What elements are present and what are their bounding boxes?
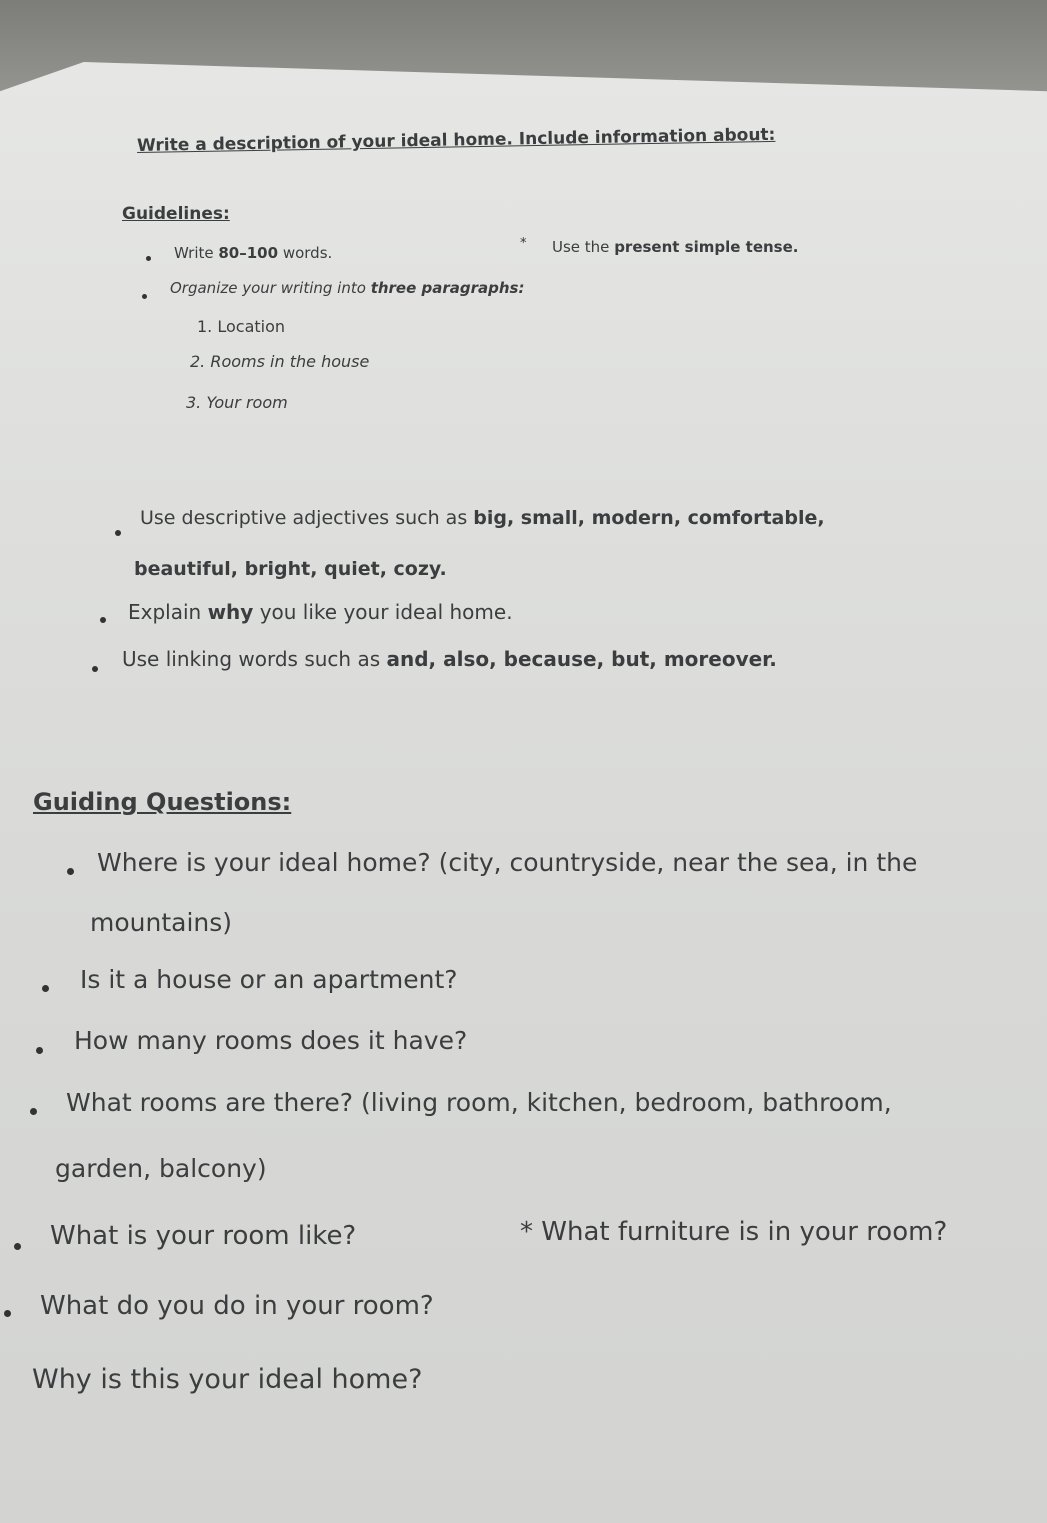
question-house-type: Is it a house or an apartment? <box>80 965 458 994</box>
question-rooms-line1: What rooms are there? (living room, kitchen, bedroom, bathroom, <box>66 1088 892 1117</box>
paragraph-item-location: 1. Location <box>197 317 286 336</box>
explain-guideline: Explain why you like your ideal home. <box>128 600 513 624</box>
guidelines-heading: Guidelines: <box>122 204 230 224</box>
question-rooms-line2: garden, balcony) <box>55 1154 267 1183</box>
bullet <box>14 1243 21 1250</box>
bullet <box>67 868 74 875</box>
organize-guideline: Organize your writing into three paragraphs: <box>170 279 525 297</box>
word-count-guideline: Write 80–100 words. <box>174 244 333 262</box>
bullet <box>30 1108 37 1115</box>
bullet <box>36 1047 43 1054</box>
linking-guideline: Use linking words such as and, also, because, but, moreover. <box>122 647 777 671</box>
bullet <box>4 1310 11 1317</box>
bullet <box>100 617 106 623</box>
bullet <box>92 666 98 672</box>
bullet <box>115 530 121 536</box>
question-room-count: How many rooms does it have? <box>74 1026 468 1055</box>
bullet <box>146 256 151 261</box>
question-location-line1: Where is your ideal home? (city, countryside, near the sea, in the <box>97 848 918 877</box>
tense-guideline: Use the present simple tense. <box>552 238 799 256</box>
guiding-questions-heading: Guiding Questions: <box>33 788 292 816</box>
question-your-room: What is your room like? <box>50 1221 357 1251</box>
paragraph-item-your-room: 3. Your room <box>186 393 288 412</box>
bullet <box>42 985 49 992</box>
adjectives-guideline-line2: beautiful, bright, quiet, cozy. <box>134 558 447 580</box>
question-why-ideal: Why is this your ideal home? <box>32 1364 423 1395</box>
question-furniture: * What furniture is in your room? <box>520 1217 948 1247</box>
question-location-line2: mountains) <box>90 908 233 937</box>
asterisk-bullet: * <box>520 236 527 251</box>
bullet <box>142 294 147 299</box>
question-activities: What do you do in your room? <box>40 1291 434 1321</box>
worksheet-title: Write a description of your ideal home. Include information about: <box>136 124 776 156</box>
paragraph-item-rooms: 2. Rooms in the house <box>190 352 370 371</box>
adjectives-guideline-line1: Use descriptive adjectives such as big, small, modern, comfortable, <box>140 507 825 529</box>
